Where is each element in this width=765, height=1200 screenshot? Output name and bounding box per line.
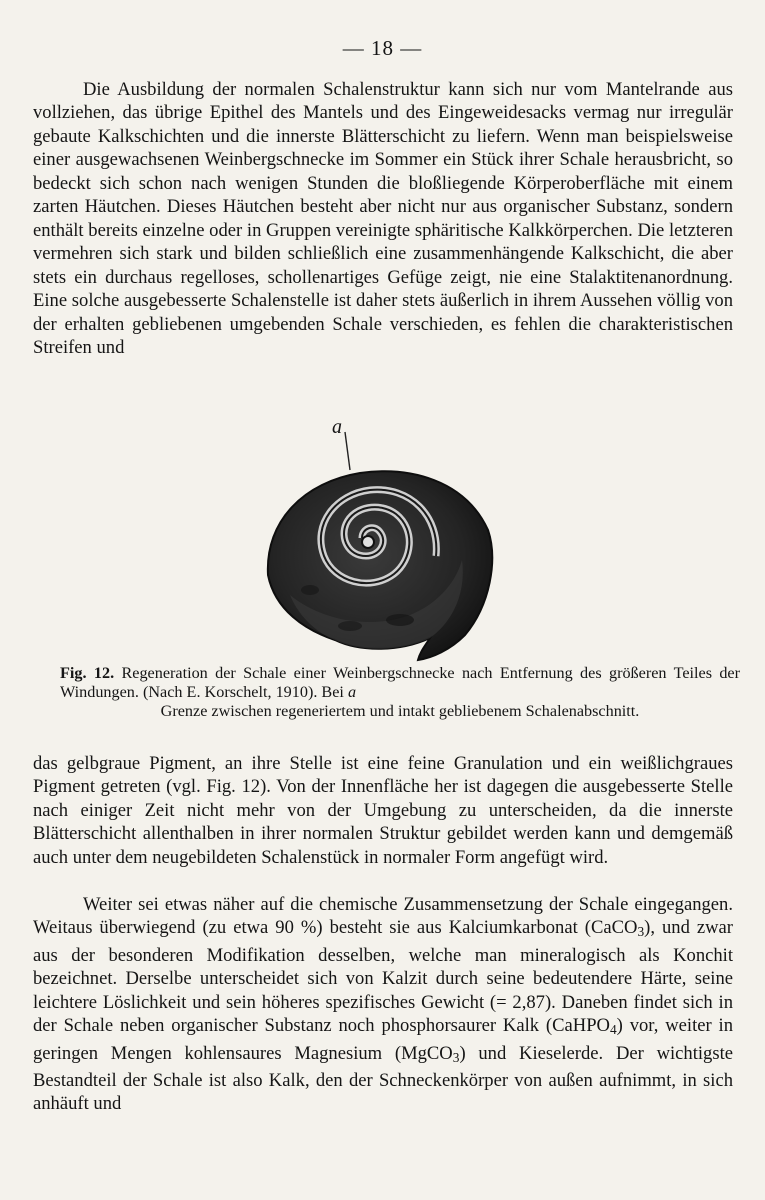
paragraph-pigment: das gelbgraue Pigment, an ihre Stelle ist eine feine Granulation und ein weißlichgraues Pigment getreten (vgl. Fig. 12). Von der Innenfläche her ist dagegen die ausgebesserte Stelle nach einiger Zeit nicht mehr von der Umgebung zu unterscheiden, da die innerste Blätterschicht allenthalben in ihrer normalen Struktur gebildet werden kann und demgemäß auch unter dem neugebildeten Schalenstück in normaler Form angefügt wird. (33, 753, 733, 868)
chem-text-4: ) und Kieselerde. Der wichtigste Bestandteil der Schale ist also Kalk, den der Schneckenkörper von außen aufnimmt, in sich anhäuft und (33, 1042, 734, 1115)
caption-text: Regeneration der Schale einer Weinbergschnecke nach Entfernung des größeren Teiles der Windungen. (Nach E. Korschelt, 1910). Bei (60, 664, 741, 701)
page-number: — 18 — (342, 36, 423, 60)
chem-text-2: ), und zwar aus der besonderen Modifikation desselben, welche man mineralogisch als Konchit bezeichnet. Derselbe unterscheidet sich von Kalzit durch seine bedeutendere Härte, seine leichtere Löslichkeit und sein höheres spezifisches Gewicht (= 2,87). Daneben findet sich in der Schale neben organischer Substanz noch phosphorsaurer Kalk (CaHPO (33, 917, 733, 1037)
caption-variable: a (347, 683, 357, 701)
subscript-1: 3 (637, 924, 645, 940)
caption-end: Grenze zwischen regeneriertem und intakt gebliebenem Schalenabschnitt. (160, 702, 640, 720)
subscript-3: 3 (452, 1049, 460, 1065)
pointer-line (345, 432, 350, 470)
chem-text-1: Weiter sei etwas näher auf die chemische Zusammensetzung der Schale eingegangen. Weitaus überwiegend (zu etwa 90 %) besteht sie aus Kalciumkarbonat (CaCO (33, 894, 733, 939)
shell-apex (362, 536, 374, 548)
figure-label-a: a (332, 416, 342, 438)
paragraph-chemistry (33, 893, 733, 1116)
snail-shell-figure (250, 420, 495, 665)
chem-text-3: ) vor, weiter in geringen Mengen kohlensaures Magnesium (MgCO (33, 1015, 733, 1064)
paragraph-shell-structure: Die Ausbildung der normalen Schalenstruktur kann sich nur vom Mantelrande aus vollziehen, das übrige Epithel des Mantels und des Eingeweidesacks vermag nur irregulär gebaute Kalkschichten und die innerste Blätterschicht zu liefern. Wenn man beispielsweise einer ausgewachsenen Weinbergschnecke im Sommer ein Stück ihrer Schale herausbricht, so bedeckt sich schon nach wenigen Stunden die bloßliegende Körperoberfläche mit einem zarten Häutchen. Dieses Häutchen besteht aber nicht nur aus organischer Substanz, sondern enthält bereits einzelne oder in Gruppen vereinigte sphäritische Kalkkörperchen. Die letzteren vermehren sich stark und bilden schließlich eine zusammenhängende Kalkschicht, die aber stets ein durchaus regelloses, schollenartiges Gefüge zeigt, nie eine Stalaktitenanordnung. Eine solche ausgebesserte Schalenstelle ist daher stets äußerlich in ihrem Aussehen völlig von der erhalten gebliebenen umgebenden Schale verschieden, es fehlen die charakteristischen Streifen und (33, 79, 733, 358)
subscript-2: 4 (609, 1022, 617, 1038)
caption-figure-number: Fig. 12. (60, 664, 115, 682)
figure-caption (60, 664, 740, 721)
